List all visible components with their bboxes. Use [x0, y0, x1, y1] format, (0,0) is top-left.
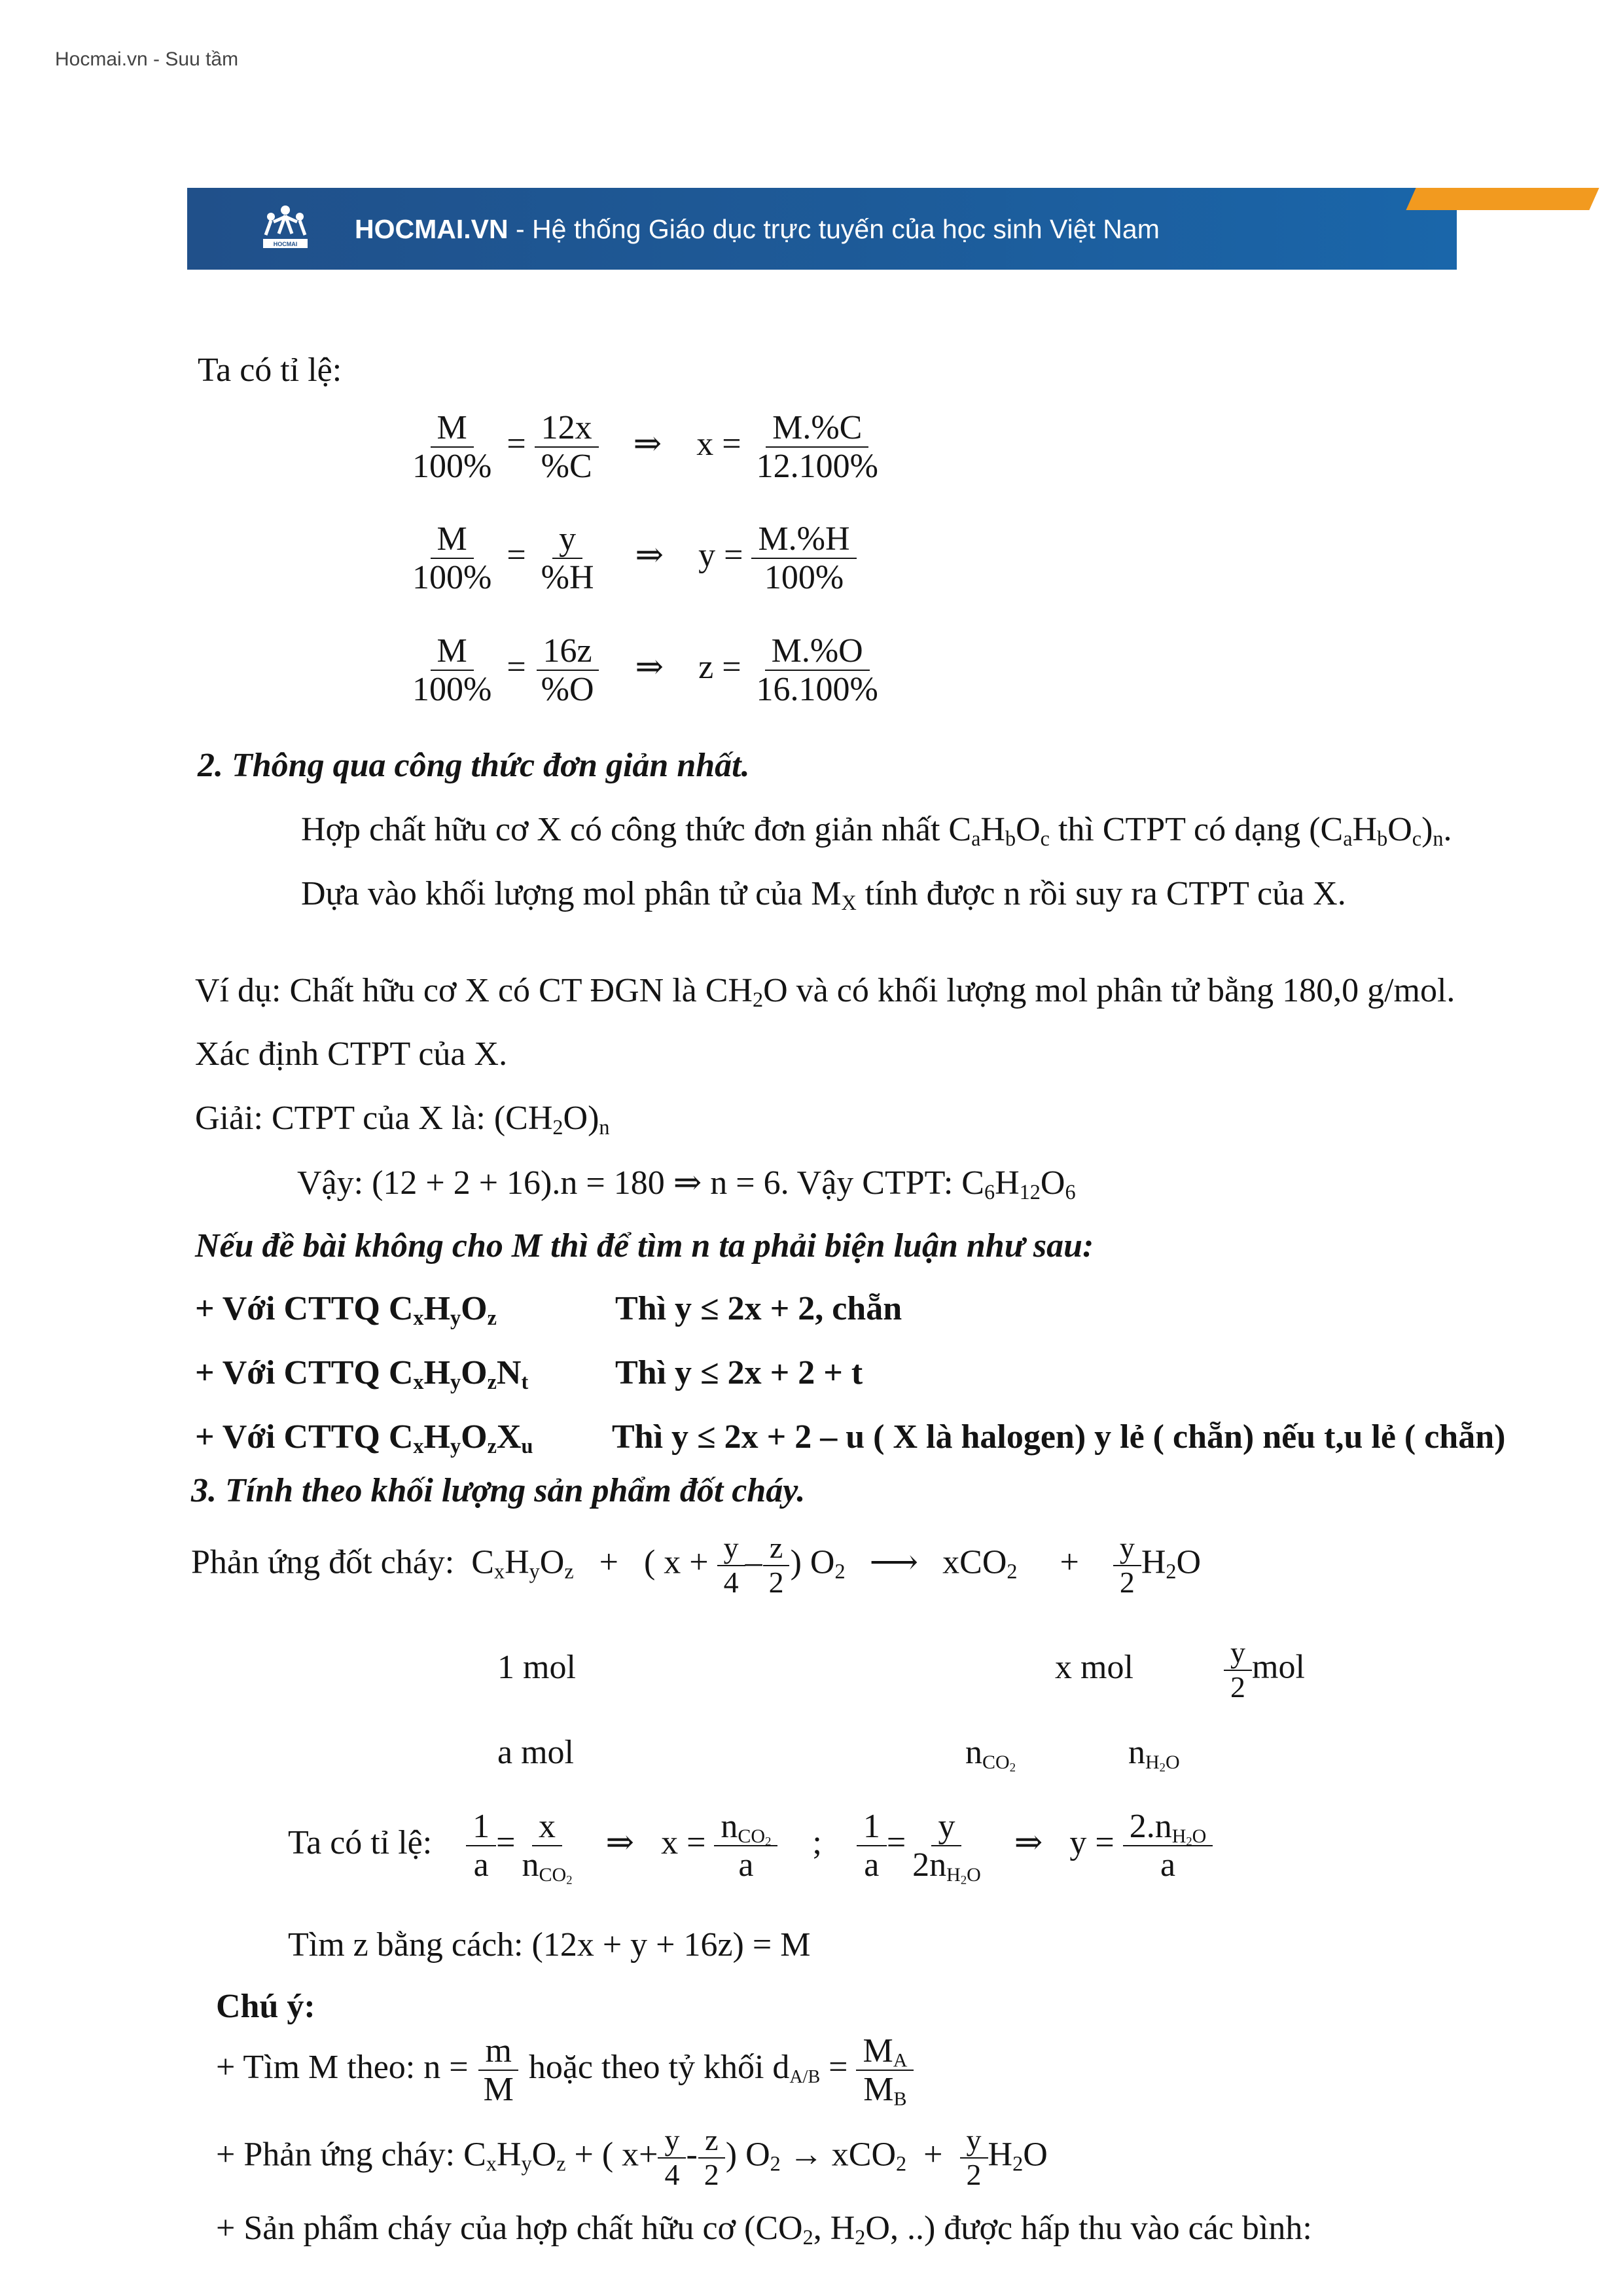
n-co2: $n_{CO_2}$ — [965, 1734, 1016, 1775]
rule-cxhyoz-result: Thì y ≤ 2x + 2, chẵn — [615, 1290, 902, 1327]
n-h2o: $n_{H_2O}$ — [1128, 1734, 1180, 1775]
note-products: + Sản phẩm cháy của hợp chất hữu cơ ($CO_2$, $H_2O$, ..) được hấp thu vào các bình: — [216, 2210, 1312, 2250]
mol-x: x mol — [1055, 1649, 1133, 1686]
rule-cxhyozxu: + Với CTTQ $C_xH_yO_zX_u$ — [195, 1418, 533, 1458]
ratio-row-h: $\frac{M}{100\%}$ = $\frac{y}{\%H}$ ⇒ y = $\frac{M.\%H}{100\%}$ — [406, 520, 857, 596]
example-solution: Giải: CTPT của X là: $(CH_2O)_n$ — [195, 1100, 610, 1139]
example-conclusion: Vậy: (12 + 2 + 16).n = 180 ⇒ n = 6. Vậy CTPT: $C_6H_{12}O_6$ — [297, 1164, 1076, 1204]
combustion-reaction: Phản ứng đốt cháy: $C_xH_yO_z$ + ( x + $\frac{y}{4}$ – $\frac{z}{2}$ ) $O_2$ ⟶ xCO$_2$ + $\frac{y}{2}$ $H_2O$ — [191, 1531, 1202, 1599]
intro-text: Ta có tỉ lệ: — [198, 351, 342, 389]
note-combustion: + Phản ứng cháy: $C_xH_yO_z$ + ( x+ $\frac{y}{4}$ - $\frac{z}{2}$ ) $O_2 \to xCO_2$ + $\frac{y}{2}$ $H_2O$ — [216, 2123, 1048, 2191]
hocmai-banner — [187, 188, 1457, 270]
example-line2: Xác định CTPT của X. — [195, 1035, 508, 1073]
source-label: Hocmai.vn - Suu tầm — [55, 48, 239, 70]
condition-heading: Nếu đề bài không cho M thì để tìm n ta phải biện luận như sau: — [195, 1227, 1094, 1265]
ratio-row-c: $\frac{M}{100\%}$ = $\frac{12x}{\%C}$ ⇒ x = $\frac{M.\%C}{12.100\%}$ — [412, 409, 878, 486]
section2-p2: Dựa vào khối lượng mol phân tử của $M_X$ tính được n rồi suy ra CTPT của X. — [301, 875, 1346, 915]
rule-cxhyozxu-result: Thì y ≤ 2x + 2 – u ( X là halogen) y lẻ ( chẵn) nếu t,u lẻ ( chẵn) — [612, 1418, 1506, 1456]
mol-a: a mol — [497, 1734, 574, 1771]
hocmai-logo-icon — [259, 202, 312, 255]
mol-y2: $\frac{y}{2}$ mol — [1224, 1636, 1305, 1704]
find-z: Tìm z bằng cách: (12x + y + 16z) = M — [288, 1926, 811, 1964]
section3-heading: 3. Tính theo khối lượng sản phẩm đốt cháy. — [191, 1472, 806, 1509]
note-title: Chú ý: — [216, 1988, 315, 2025]
note-find-m: + Tìm M theo: n = $\frac{m}{M}$ hoặc theo tỷ khối $d_{A/B}$ = $\frac{M_A}{M_B}$ — [216, 2032, 914, 2108]
rule-cxhyoz: + Với CTTQ $C_xH_yO_z$ — [195, 1290, 497, 1330]
rule-cxhyoznt-result: Thì y ≤ 2x + 2 + t — [615, 1354, 863, 1391]
mol-one: 1 mol — [497, 1649, 576, 1686]
banner-text: HOCMAI.VN - Hệ thống Giáo dục trực tuyến của học sinh Việt Nam — [355, 214, 1160, 244]
ratio-computation: Ta có tỉ lệ: $\frac{1}{a}$ = $\frac{x}{n_{CO_2}}$ ⇒ x = $\frac{n_{CO_2}}{a}$ ; $\frac{1}{a}$ = $\frac{y}{2n_{H_2O}}$ ⇒ y = $\frac{2.n_{H_2O}}{a}$ — [288, 1808, 1213, 1884]
ratio-row-o: $\frac{M}{100\%}$ = $\frac{16z}{\%O}$ ⇒ z = $\frac{M.\%O}{16.100\%}$ — [412, 632, 878, 709]
section2-heading: 2. Thông qua công thức đơn giản nhất. — [198, 747, 750, 784]
svg-text:HOCMAI: HOCMAI — [273, 241, 298, 247]
example-line1: Ví dụ: Chất hữu cơ X có CT ĐGN là $CH_2O$ và có khối lượng mol phân tử bằng 180,0 g/mol. — [195, 972, 1455, 1012]
section2-p1: Hợp chất hữu cơ X có công thức đơn giản nhất $C_aH_bO_c$ thì CTPT có dạng $(C_aH_bO_c)_n$. — [301, 811, 1452, 851]
rule-cxhyoznt: + Với CTTQ $C_xH_yO_zN_t$ — [195, 1354, 529, 1394]
